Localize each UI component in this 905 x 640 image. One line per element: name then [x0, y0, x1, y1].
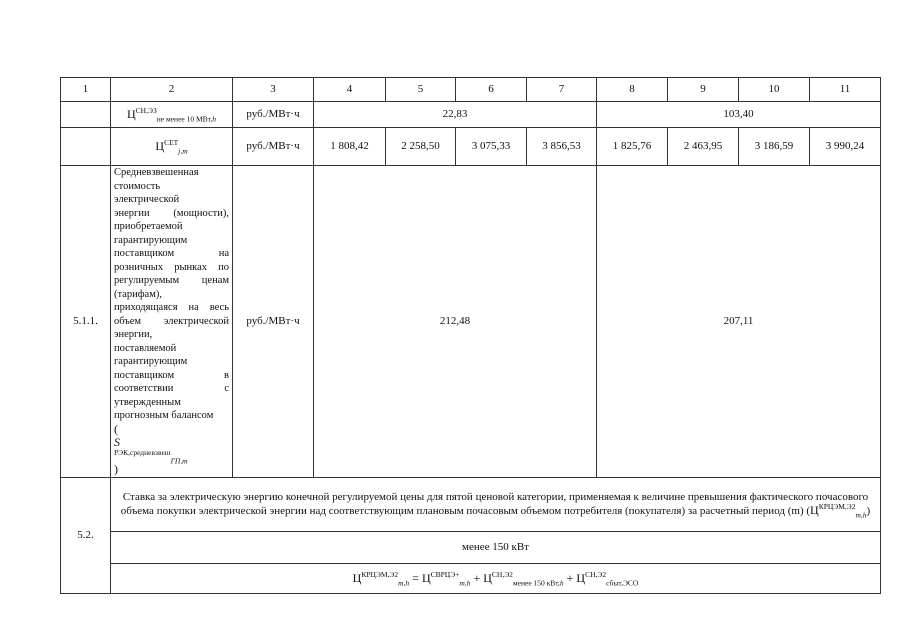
formula: $Ц^{КРЦЭМ,Э2}_{m,h} = Ц^{СВРЦЭ+}_{m,h} + Ц^{СН,Э2}_{менее 150 кВт,h} + Ц^{СН,Э2}_{сбыт,ЭСО}$	[352, 569, 639, 587]
balance-symbol: ( S $^{РЭК,средневзвеш}_{ГП,m}$ )	[114, 421, 188, 476]
col-header-8: 8	[597, 78, 668, 102]
table-row	[61, 166, 881, 478]
col-header-7: 7	[527, 78, 597, 102]
row-number-cell	[61, 102, 111, 128]
description-text: Средневзвешенная стоимость электрической энергии (мощности), приобретаемой гарантирующим поставщиком на розничных рынках по регулируемым ценам (тарифам), приходящаяся на весь объем электрической энергии, поставляемой гарантирующим поставщиком в соответствии с утвержденным прогнозным балансом ( S $^{РЭК,средневзвеш}_{ГП,m}$ )	[114, 167, 229, 476]
formula-cell	[111, 563, 881, 593]
table-row	[61, 563, 881, 593]
value-cell: 22,83	[314, 102, 597, 128]
symbol-cell	[111, 102, 233, 128]
col-header-2: 2	[111, 78, 233, 102]
section-heading: Ставка за электрическую энергию конечной регулируемой цены для пятой ценовой категории, применяемая к величине превышения фактического почасового объема покупки электрической энергии над соответствующим плановым почасовым объемом потребителя (покупателя) за расчетный период (m) $(Ц^{КРЦЭМ,Э2}_{m,h})$	[111, 477, 881, 531]
unit-cell: руб./МВт·ч	[233, 128, 314, 166]
value-cell: 207,11	[597, 166, 881, 478]
row-number-cell: 5.1.1.	[61, 166, 111, 478]
table-row	[61, 128, 881, 166]
value-cell: 3 075,33	[456, 128, 527, 166]
header-row	[61, 78, 881, 102]
value-cell: 103,40	[597, 102, 881, 128]
description-cell	[111, 166, 233, 478]
heading-symbol: $Ц^{КРЦЭМ,Э2}_{m,h}$	[810, 501, 867, 519]
tariff-table	[60, 77, 881, 594]
col-header-6: 6	[456, 78, 527, 102]
col-header-9: 9	[668, 78, 739, 102]
col-header-1: 1	[61, 78, 111, 102]
table-row	[61, 477, 881, 531]
table-row	[61, 102, 881, 128]
row-number-cell	[61, 128, 111, 166]
table-row	[61, 531, 881, 563]
col-header-11: 11	[810, 78, 881, 102]
unit-cell: руб./МВт·ч	[233, 166, 314, 478]
col-header-5: 5	[386, 78, 456, 102]
unit-cell: руб./МВт·ч	[233, 102, 314, 128]
value-cell: 1 808,42	[314, 128, 386, 166]
value-cell: 2 463,95	[668, 128, 739, 166]
price-symbol: $Ц^{СЕТ}_{j,m}$	[155, 137, 188, 155]
sub-label: менее 150 кВт	[111, 531, 881, 563]
value-cell: 3 186,59	[739, 128, 810, 166]
row-number-cell: 5.2.	[61, 477, 111, 593]
col-header-3: 3	[233, 78, 314, 102]
price-symbol: $Ц^{СН,ЭЗ}_{не менее 10 МВт,h}$	[127, 105, 216, 123]
col-header-4: 4	[314, 78, 386, 102]
value-cell: 1 825,76	[597, 128, 668, 166]
value-cell: 3 990,24	[810, 128, 881, 166]
col-header-10: 10	[739, 78, 810, 102]
value-cell: 212,48	[314, 166, 597, 478]
value-cell: 3 856,53	[527, 128, 597, 166]
symbol-cell	[111, 128, 233, 166]
value-cell: 2 258,50	[386, 128, 456, 166]
